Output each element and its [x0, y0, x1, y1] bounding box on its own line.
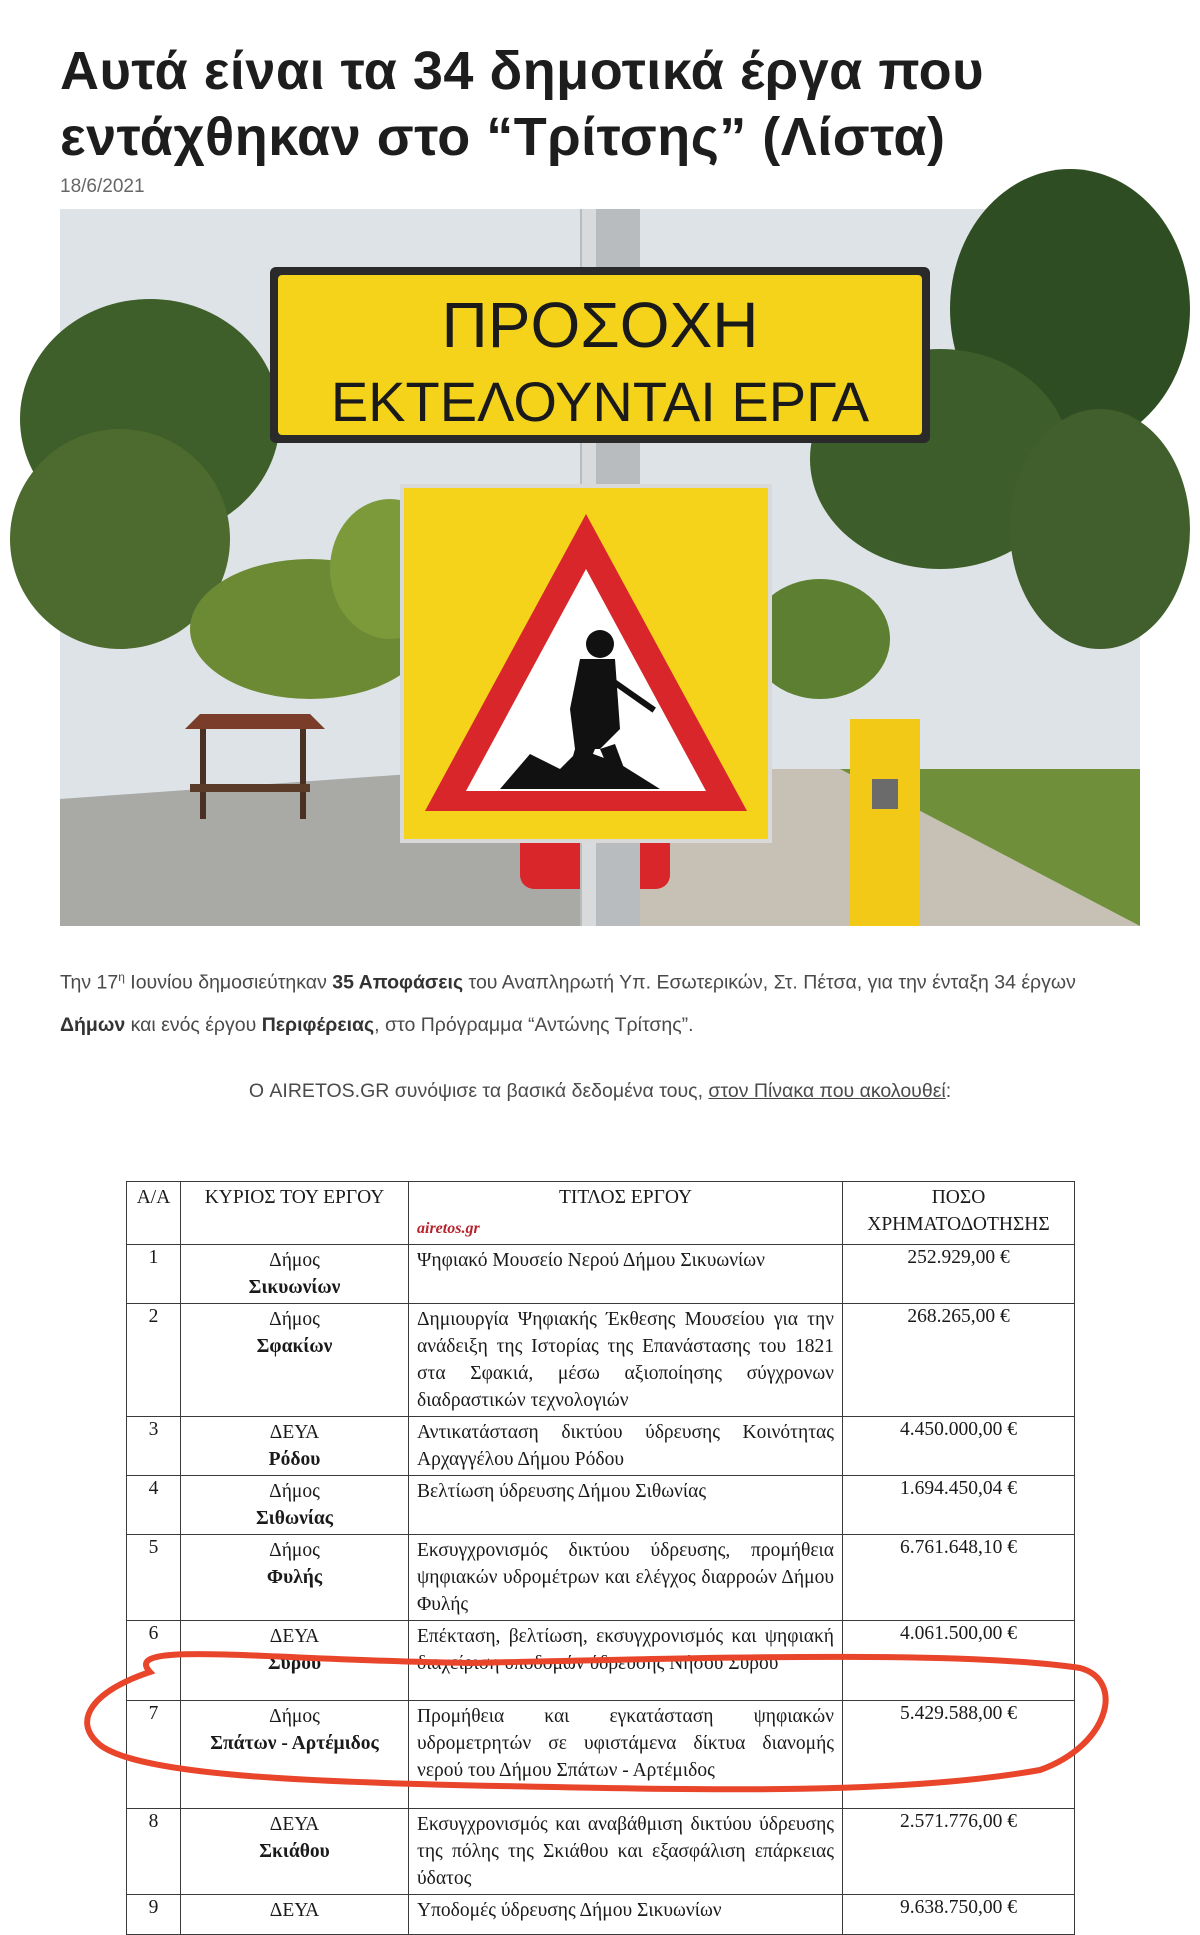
row-owner: ΔΕΥΑ Σκιάθου	[181, 1809, 409, 1895]
sign-line-1: ΠΡΟΣΟΧΗ	[441, 289, 759, 361]
row-owner: ΔΕΥΑ Σύρου	[181, 1621, 409, 1701]
header-title: ΤΙΤΛΟΣ ΕΡΓΟΥ airetos.gr	[409, 1182, 843, 1245]
row-title: Προμήθεια και εγκατάσταση ψηφιακών υδρομετρητών σε υφιστάμενα δίκτυα διανομής νερού του Δήμου Σπάτων - Αρτέμιδος	[409, 1701, 843, 1809]
row-amount: 6.761.648,10 €	[843, 1535, 1075, 1621]
owner-name: Σιθωνίας	[255, 1508, 334, 1529]
row-title: Αντικατάσταση δικτύου ύδρευσης Κοινότητας Αρχαγγέλου Δήμου Ρόδου	[409, 1417, 843, 1476]
row-title: Βελτίωση ύδρευσης Δήμου Σιθωνίας	[409, 1476, 843, 1535]
owner-name: Σπάτων - Αρτέμιδος	[210, 1733, 379, 1754]
hero-photo	[60, 209, 1140, 926]
row-num: 8	[127, 1809, 181, 1895]
row-owner: Δήμος Σιθωνίας	[181, 1476, 409, 1535]
row-num: 7	[127, 1701, 181, 1809]
row-amount: 9.638.750,00 €	[843, 1895, 1075, 1935]
owner-name: Φυλής	[266, 1567, 323, 1588]
row-num: 5	[127, 1535, 181, 1621]
row-num: 9	[127, 1895, 181, 1935]
row-amount: 268.265,00 €	[843, 1304, 1075, 1417]
row-title: Ψηφιακό Μουσείο Νερού Δήμου Σικυωνίων	[409, 1245, 843, 1304]
row-owner: ΔΕΥΑ Ρόδου	[181, 1417, 409, 1476]
row-title: Υποδομές ύδρευσης Δήμου Σικυωνίων	[409, 1895, 843, 1935]
row-num: 4	[127, 1476, 181, 1535]
summary-line: Ο AIRETOS.GR συνόψισε τα βασικά δεδομένα τους, στον Πίνακα που ακολουθεί:	[248, 1080, 952, 1102]
table-row	[127, 1809, 1075, 1895]
row-num: 3	[127, 1417, 181, 1476]
table-row	[127, 1476, 1075, 1535]
table-header-row	[127, 1182, 1075, 1245]
row-owner: Δήμος Σφακίων	[181, 1304, 409, 1417]
row-owner: Δήμος Σπάτων - Αρτέμιδος	[181, 1701, 409, 1809]
row-title: Εκσυγχρονισμός δικτύου ύδρευσης, προμήθεια ψηφιακών υδρομέτρων και ελέγχος διαρροών Δήμου Φυλής	[409, 1535, 843, 1621]
row-owner: ΔΕΥΑ	[181, 1895, 409, 1935]
row-amount: 2.571.776,00 €	[843, 1809, 1075, 1895]
airetos-watermark: airetos.gr	[417, 1220, 480, 1237]
owner-name: Σφακίων	[256, 1336, 333, 1357]
sign-line-2: ΕΚΤΕΛΟΥΝΤΑΙ ΕΡΓΑ	[330, 370, 870, 433]
owner-name: Σκιάθου	[259, 1841, 330, 1862]
header-num: Α/Α	[127, 1182, 181, 1245]
row-num: 2	[127, 1304, 181, 1417]
lead-paragraph: Την $17^\eta$ Ιουνίου δημοσιεύτηκαν 35 Αποφάσεις του Αναπληρωτή Υπ. Εσωτερικών, Στ. Πέτσα, για την ένταξη 34 έργων Δήμων και ενός έργου Περιφέρειας, στο Πρόγραμμα “Αντώνης Τρίτσης”.	[60, 970, 1076, 1036]
row-title: Εκσυγχρονισμός και αναβάθμιση δικτύου ύδρευσης της πόλης της Σκιάθου και εξασφάλιση επάρκειας ύδατος	[409, 1809, 843, 1895]
row-amount: 5.429.588,00 €	[843, 1701, 1075, 1809]
table-row	[127, 1304, 1075, 1417]
table-row	[127, 1245, 1075, 1304]
table-row	[127, 1895, 1075, 1935]
table-row	[127, 1621, 1075, 1701]
table-link[interactable]: στον Πίνακα που ακολουθεί	[708, 1080, 946, 1102]
projects-table	[126, 1181, 1075, 1935]
header-amount: ΠΟΣΟ ΧΡΗΜΑΤΟΔΟΤΗΣΗΣ	[843, 1182, 1075, 1245]
owner-name: Ρόδου	[268, 1449, 321, 1470]
owner-name: Σύρου	[267, 1653, 322, 1674]
article-title: Αυτά είναι τα 34 δημοτικά έργα που εντάχθηκαν στο “Τρίτσης” (Λίστα)	[60, 41, 985, 167]
table-row	[127, 1701, 1075, 1809]
row-num: 1	[127, 1245, 181, 1304]
bold-decisions: 35 Αποφάσεις	[332, 971, 464, 994]
row-amount: 1.694.450,04 €	[843, 1476, 1075, 1535]
row-title: Επέκταση, βελτίωση, εκσυγχρονισμός και ψηφιακή διαχείριση υποδομών ύδρευσης Νήσου Σύρου	[409, 1621, 843, 1701]
article-date: 18/6/2021	[60, 176, 145, 197]
table-row	[127, 1417, 1075, 1476]
row-num: 6	[127, 1621, 181, 1701]
row-amount: 252.929,00 €	[843, 1245, 1075, 1304]
row-title: Δημιουργία Ψηφιακής Έκθεσης Μουσείου για την ανάδειξη της Ιστορίας της Επανάστασης του 1821 στα Σφακιά, μέσω αξιοποίησης σύγχρονων διαδραστικών τεχνολογιών	[409, 1304, 843, 1417]
table-row	[127, 1535, 1075, 1621]
row-amount: 4.450.000,00 €	[843, 1417, 1075, 1476]
owner-name: Σικυωνίων	[248, 1277, 341, 1298]
header-owner: ΚΥΡΙΟΣ ΤΟΥ ΕΡΓΟΥ	[181, 1182, 409, 1245]
row-owner: Δήμος Φυλής	[181, 1535, 409, 1621]
row-amount: 4.061.500,00 €	[843, 1621, 1075, 1701]
row-owner: Δήμος Σικυωνίων	[181, 1245, 409, 1304]
